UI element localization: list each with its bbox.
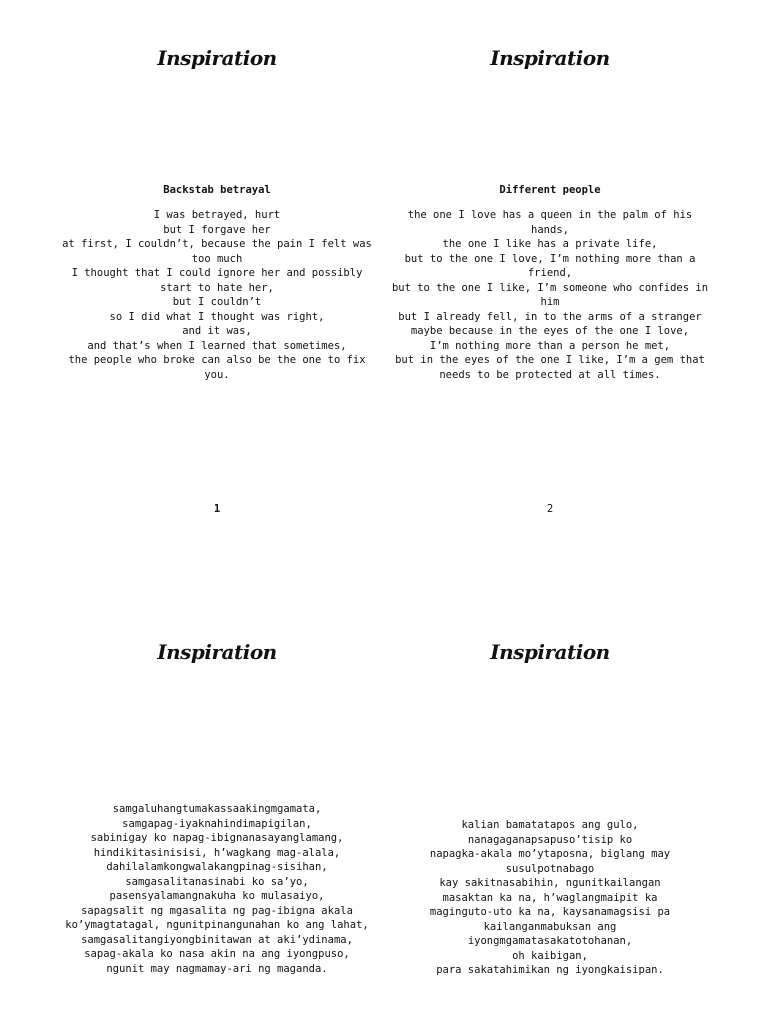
- poem-line: samgapag-iyaknahindimapigilan,: [122, 817, 312, 830]
- poem-line: sabinigay ko napag-ibignanasayanglamang,: [90, 832, 344, 844]
- poem-line: sapag-akala ko nasa akin na ang iyongpuso,: [84, 948, 350, 960]
- poem-line: kalian bamatatapos ang gulo,: [461, 819, 639, 831]
- poem-line: I’m nothing more than a person he met,: [429, 339, 671, 352]
- page-1: [55, 0, 379, 520]
- page-1-poem: [55, 208, 379, 382]
- page-2: [388, 0, 712, 520]
- poem-line: kay sakitnasabihin, ngunitkailangan: [439, 877, 661, 889]
- poem-line: para sakatahimikan ng iyongkaisipan.: [436, 964, 664, 976]
- page-4-heading: Inspiration: [490, 640, 610, 664]
- page-2-number: 2: [546, 503, 554, 515]
- poem-line: but I forgave her: [163, 223, 271, 236]
- poem-line: but I already fell, in to the arms of a stranger: [398, 310, 702, 323]
- poem-line: but I couldn’t: [172, 296, 262, 308]
- page-3-poem: [55, 802, 379, 976]
- page-3: [55, 595, 379, 1024]
- poem-line: maginguto-uto ka na, kaysanamagsisi pa: [429, 906, 671, 918]
- poem-line: napagka-akala mo’ytaposna, biglang may susulpotnabago: [429, 848, 671, 875]
- poem-line: pasensyalamangnakuha ko mulasaiyo,: [109, 890, 325, 902]
- page-2-poem: [388, 208, 712, 382]
- poem-line: at first, I couldn’t, because the pain I felt was too much: [62, 238, 372, 265]
- poem-line: but to the one I love, I’m nothing more than a friend,: [404, 252, 696, 279]
- poem-line: the people who broke can also be the one to fix you.: [68, 354, 366, 381]
- poem-line: dahilalamkongwalakangpinag-sisihan,: [106, 861, 328, 873]
- page-2-poem-title: Different people: [499, 184, 601, 196]
- poem-line: iyongmgamatasakatotohanan,: [467, 935, 633, 947]
- poem-line: nanagaganapsapuso’tisip ko: [467, 833, 633, 846]
- page-4-poem: [388, 818, 712, 978]
- poem-line: kailanganmabuksan ang: [483, 920, 617, 933]
- poem-line: ngunit may nagmamay-ari ng maganda.: [106, 962, 328, 975]
- poem-line: and that’s when I learned that sometimes,: [87, 339, 347, 352]
- page-3-heading: Inspiration: [157, 640, 277, 664]
- page-4: [388, 595, 712, 1024]
- poem-line: I was betrayed, hurt: [153, 209, 281, 221]
- page-1-poem-title: Backstab betrayal: [163, 184, 271, 196]
- page-1-heading: Inspiration: [157, 46, 277, 70]
- poem-line: I thought that I could ignore her and possibly start to hate her,: [71, 267, 363, 294]
- page-1-number: 1: [213, 503, 221, 515]
- poem-line: the one I like has a private life,: [442, 238, 658, 250]
- poem-line: oh kaibigan,: [512, 949, 588, 962]
- poem-line: masaktan ka na, h’waglangmaipit ka: [442, 891, 658, 904]
- poem-line: hindikitasinisisi, h’wagkang mag-alala,: [93, 846, 341, 859]
- poem-line: samgaluhangtumakassaakingmgamata,: [112, 803, 322, 815]
- poem-line: and it was,: [182, 325, 252, 337]
- poem-line: maybe because in the eyes of the one I love,: [410, 325, 690, 337]
- poem-line: the one I love has a queen in the palm of his hands,: [407, 209, 693, 236]
- poem-line: samgasalitanasinabi ko sa’yo,: [125, 875, 309, 888]
- poem-line: so I did what I thought was right,: [109, 310, 325, 323]
- poem-line: sapagsalit ng mgasalita ng pag-ibigna akala ko’ymagtatagal, ngunitpinangunahan ko ang lahat,: [65, 904, 369, 931]
- poem-line: samgasalitangiyongbinitawan at aki’ydinama,: [81, 933, 353, 946]
- page-2-heading: Inspiration: [490, 46, 610, 70]
- poem-line: but in the eyes of the one I like, I’m a gem that needs to be protected at all times.: [395, 354, 705, 381]
- poem-line: but to the one I like, I’m someone who confides in him: [391, 281, 709, 308]
